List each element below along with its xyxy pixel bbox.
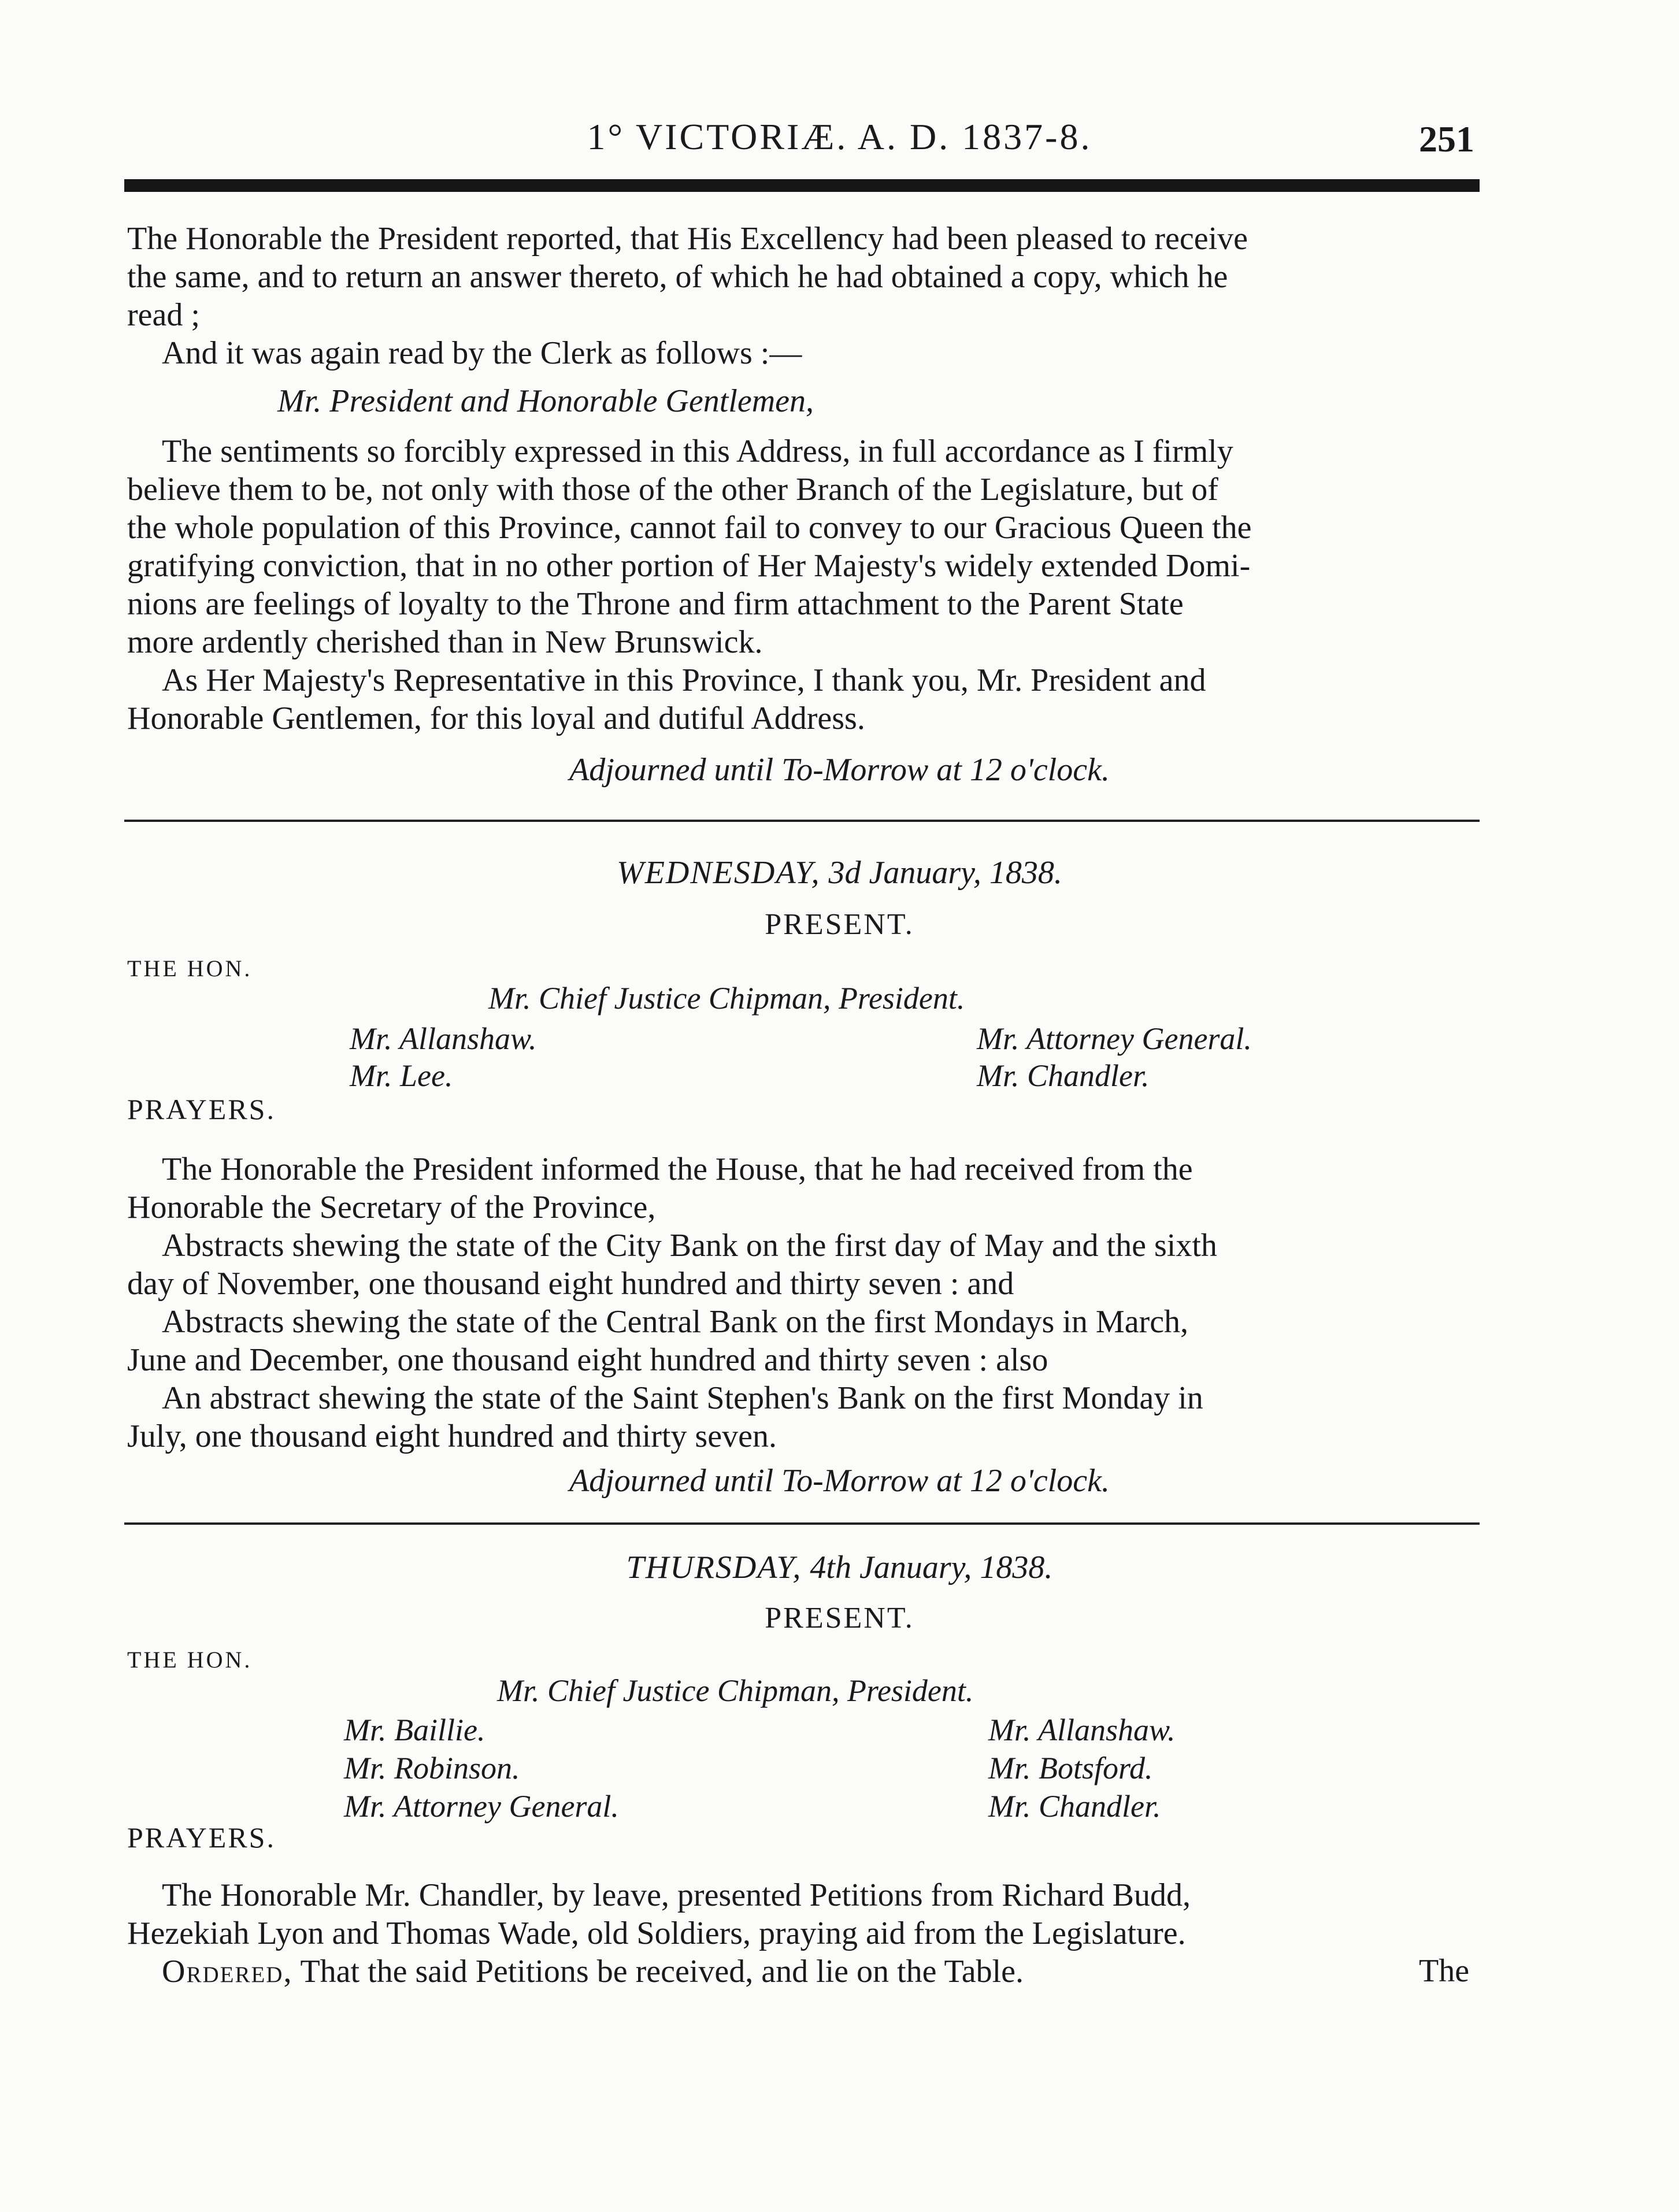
session-date xyxy=(0,854,1679,891)
text-line: Abstracts shewing the state of the Central Bank on the first Mondays in March, xyxy=(162,1304,1189,1340)
member-name: Mr. Chandler. xyxy=(988,1789,1161,1824)
text-line: more ardently cherished than in New Brunswick. xyxy=(127,624,763,660)
member-name: Mr. Baillie. xyxy=(344,1713,485,1747)
text-line: gratifying conviction, that in no other portion of Her Majesty's widely extended Domi- xyxy=(127,548,1251,584)
member-name: Mr. Lee. xyxy=(350,1058,453,1093)
session-date-rest: 4th January, 1838. xyxy=(810,1550,1053,1585)
member-name: Mr. Attorney General. xyxy=(344,1789,619,1824)
president-line: Mr. Chief Justice Chipman, President. xyxy=(488,981,965,1016)
text-line: The Honorable the President reported, that His Excellency had been pleased to receive xyxy=(127,221,1248,257)
the-hon-label: THE HON. xyxy=(127,1647,253,1673)
text-line: the whole population of this Province, cannot fail to convey to our Gracious Queen the xyxy=(127,510,1252,546)
header-rule xyxy=(124,179,1480,192)
text-line: The sentiments so forcibly expressed in this Address, in full accordance as I firmly xyxy=(162,433,1233,469)
text-line: read ; xyxy=(127,297,200,333)
section-rule xyxy=(124,1522,1480,1525)
section-rule xyxy=(124,820,1480,822)
adjournment: Adjourned until To-Morrow at 12 o'clock. xyxy=(569,1463,1110,1499)
text-line: Honorable the Secretary of the Province, xyxy=(127,1190,656,1225)
text-line: Abstracts shewing the state of the City Bank on the first day of May and the sixth xyxy=(162,1228,1217,1264)
present-heading: PRESENT. xyxy=(765,908,914,941)
president-line: Mr. Chief Justice Chipman, President. xyxy=(497,1673,974,1708)
member-name: Mr. Botsford. xyxy=(988,1751,1153,1785)
the-hon-label: THE HON. xyxy=(127,955,253,981)
session-date xyxy=(0,1549,1679,1586)
text-line: the same, and to return an answer thereto, of which he had obtained a copy, which he xyxy=(127,259,1228,295)
session-day: THURSDAY, xyxy=(626,1550,802,1585)
text-line: Hezekiah Lyon and Thomas Wade, old Soldiers, praying aid from the Legislature. xyxy=(127,1915,1186,1951)
text-line: Honorable Gentlemen, for this loyal and dutiful Address. xyxy=(127,701,865,736)
text-line: June and December, one thousand eight hundred and thirty seven : also xyxy=(127,1342,1048,1378)
text-line: July, one thousand eight hundred and thirty seven. xyxy=(127,1418,777,1454)
prayers-label: PRAYERS. xyxy=(127,1821,276,1854)
session-day: WEDNESDAY, xyxy=(617,855,821,891)
text-line: As Her Majesty's Representative in this Province, I thank you, Mr. President and xyxy=(162,662,1206,698)
member-name: Mr. Allanshaw. xyxy=(350,1021,537,1056)
session-date-rest: 3d January, 1838. xyxy=(828,855,1062,891)
member-name: Mr. Allanshaw. xyxy=(988,1713,1176,1747)
text-line: And it was again read by the Clerk as follows :— xyxy=(162,335,802,371)
salutation: Mr. President and Honorable Gentlemen, xyxy=(277,383,814,419)
text-line: An abstract shewing the state of the Saint Stephen's Bank on the first Monday in xyxy=(162,1380,1203,1416)
ordered-word: Ordered, xyxy=(162,1954,293,1989)
text-line: nions are feelings of loyalty to the Throne and firm attachment to the Parent State xyxy=(127,586,1184,622)
present-heading: PRESENT. xyxy=(765,1602,914,1635)
catchword: The xyxy=(1419,1953,1470,1989)
member-name: Mr. Robinson. xyxy=(344,1751,520,1785)
adjournment: Adjourned until To-Morrow at 12 o'clock. xyxy=(569,752,1110,788)
running-header: 1° VICTORIÆ. A. D. 1837-8. xyxy=(587,116,1092,157)
ordered-text: That the said Petitions be received, and lie on the Table. xyxy=(300,1954,1024,1989)
member-name: Mr. Attorney General. xyxy=(977,1021,1252,1056)
member-name: Mr. Chandler. xyxy=(977,1058,1150,1093)
page-number: 251 xyxy=(1419,118,1474,160)
ordered-line xyxy=(162,1952,1024,1991)
text-line: The Honorable Mr. Chandler, by leave, presented Petitions from Richard Budd, xyxy=(162,1877,1191,1913)
text-line: day of November, one thousand eight hundred and thirty seven : and xyxy=(127,1266,1014,1302)
prayers-label: PRAYERS. xyxy=(127,1093,276,1125)
text-line: The Honorable the President informed the House, that he had received from the xyxy=(162,1151,1193,1187)
text-line: believe them to be, not only with those of the other Branch of the Legislature, but of xyxy=(127,472,1218,507)
